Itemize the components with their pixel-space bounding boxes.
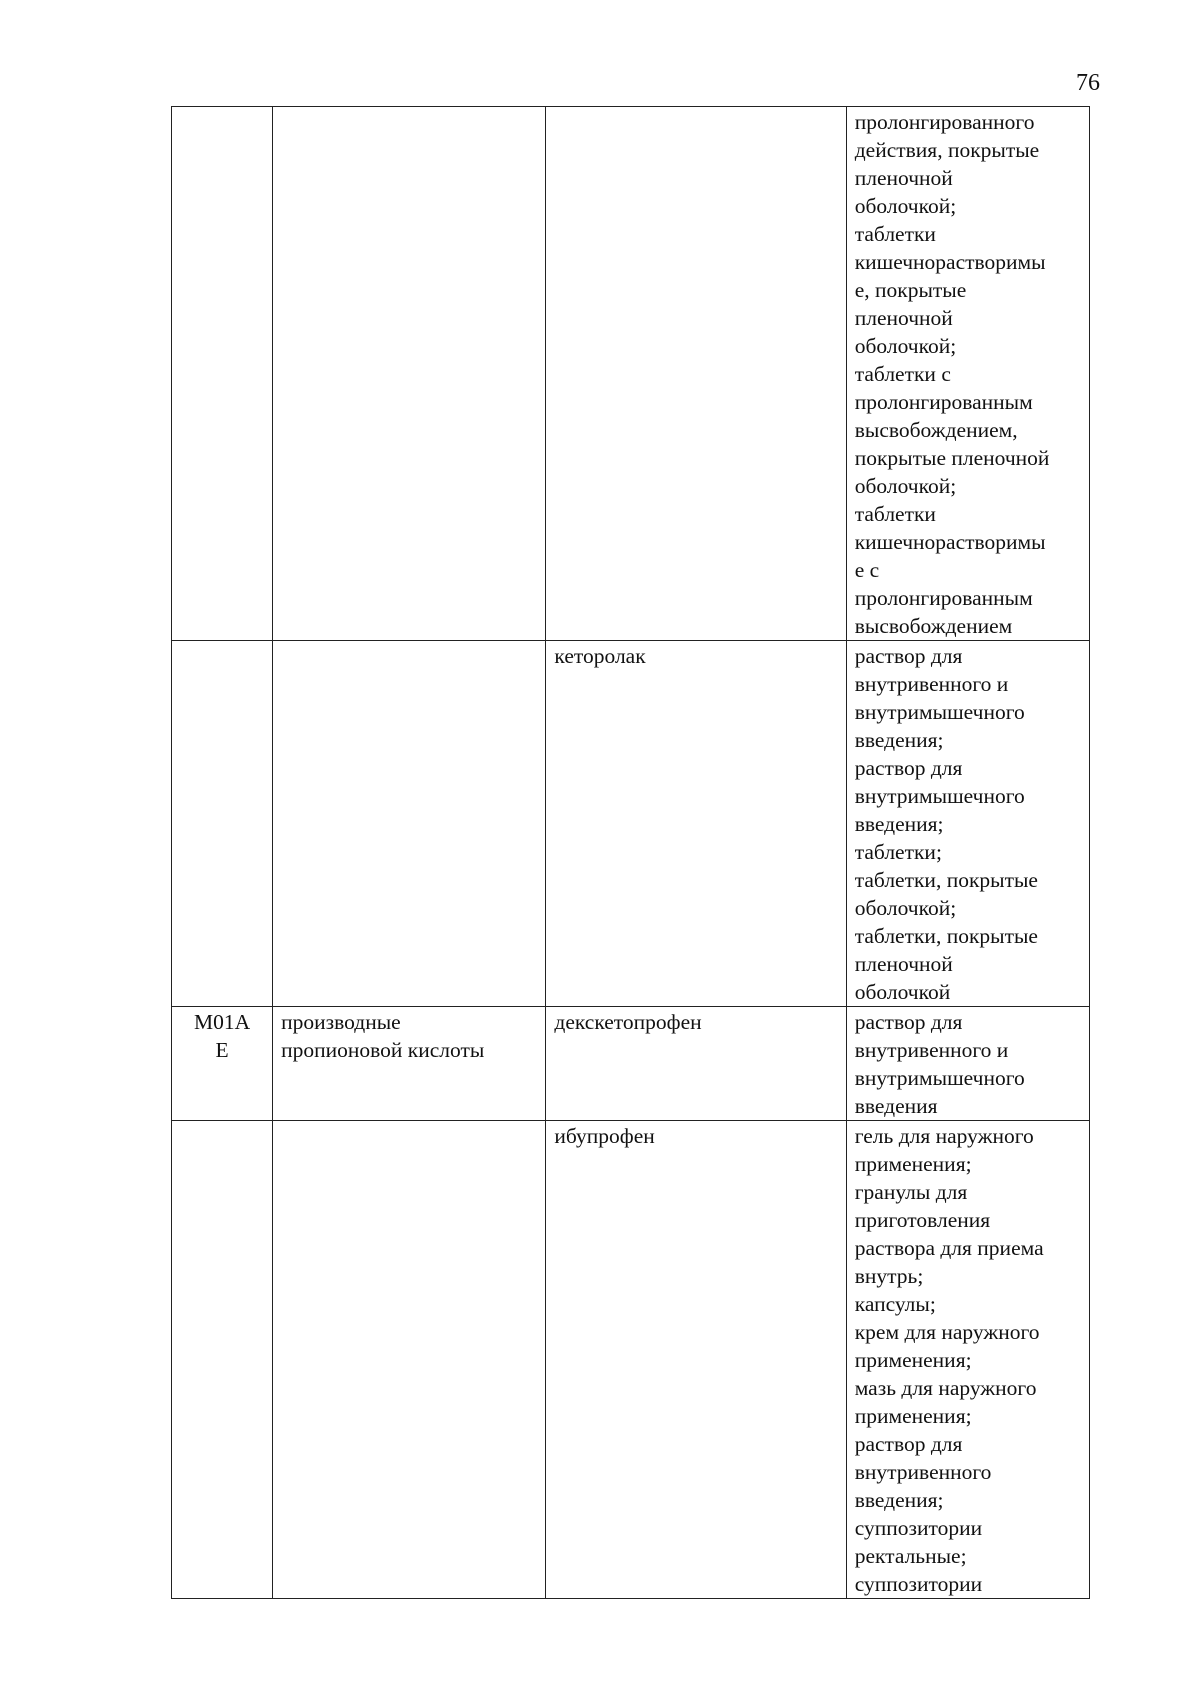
dosage-form-cell-line: внутривенного и <box>854 1038 1009 1062</box>
dosage-form-cell-line: высвобождением, <box>854 418 1018 442</box>
dosage-form-cell-line: оболочкой <box>854 980 951 1004</box>
drug-table-body <box>172 107 1090 1599</box>
dosage-form-cell-line: внутримышечного <box>854 784 1025 808</box>
dosage-form-cell-line: пленочной <box>854 166 953 190</box>
dosage-form-cell-line: гель для наружного <box>854 1124 1034 1148</box>
dosage-form-cell-line: кишечнорастворимы <box>854 250 1046 274</box>
atc-code-cell-line: M01A <box>193 1010 251 1034</box>
dosage-form-cell-line: таблетки, покрытые <box>854 924 1038 948</box>
dosage-form-cell-line: таблетки с <box>854 362 951 386</box>
dosage-form-cell-line: пленочной <box>854 306 953 330</box>
atc-code-cell-line: E <box>215 1038 229 1062</box>
dosage-form-cell-line: е, покрытые <box>854 278 967 302</box>
dosage-form-cell-line: введения; <box>854 1488 944 1512</box>
atc-code-cell <box>172 107 273 641</box>
dosage-form-cell-line: мазь для наружного <box>854 1376 1037 1400</box>
table-row <box>172 641 1090 1007</box>
dosage-form-cell-line: применения; <box>854 1152 972 1176</box>
dosage-form-cell-line: применения; <box>854 1404 972 1428</box>
dosage-form-cell-line: внутримышечного <box>854 1066 1025 1090</box>
page-number: 76 <box>1076 70 1100 96</box>
dosage-form-cell-line: раствор для <box>854 1010 963 1034</box>
dosage-form-cell-line: раствор для <box>854 644 963 668</box>
dosage-form-cell-line: высвобождением <box>854 614 1013 638</box>
dosage-form-cell-line: гранулы для <box>854 1180 968 1204</box>
dosage-form-cell-line: крем для наружного <box>854 1320 1040 1344</box>
dosage-form-cell-line: пролонгированным <box>854 586 1033 610</box>
dosage-form-cell-line: раствора для приема <box>854 1236 1044 1260</box>
dosage-form-cell-line: покрытые пленочной <box>854 446 1050 470</box>
dosage-form-cell <box>846 107 1089 641</box>
dosage-form-cell-line: таблетки <box>854 222 936 246</box>
dosage-form-cell-line: приготовления <box>854 1208 991 1232</box>
group-name-cell <box>273 107 546 641</box>
drug-name-cell: ибупрофен <box>546 1121 846 1599</box>
table-row <box>172 1121 1090 1599</box>
dosage-form-cell-line: пролонгированного <box>854 110 1035 134</box>
dosage-form-cell-line: таблетки; <box>854 840 942 864</box>
group-name-cell <box>273 1121 546 1599</box>
dosage-form-cell-line: введения; <box>854 812 944 836</box>
dosage-form-cell-line: оболочкой; <box>854 474 957 498</box>
atc-code-cell <box>172 1007 273 1121</box>
dosage-form-cell-line: раствор для <box>854 756 963 780</box>
dosage-form-cell-line: суппозитории <box>854 1572 983 1596</box>
drug-name-cell: кеторолак <box>546 641 846 1007</box>
dosage-form-cell-line: введения; <box>854 728 944 752</box>
table-row <box>172 107 1090 641</box>
dosage-form-cell-line: оболочкой; <box>854 194 957 218</box>
dosage-form-cell <box>846 1007 1089 1121</box>
dosage-form-cell-line: введения <box>854 1094 938 1118</box>
table-row <box>172 1007 1090 1121</box>
dosage-form-cell-line: ректальные; <box>854 1544 967 1568</box>
dosage-form-cell-line: применения; <box>854 1348 972 1372</box>
dosage-form-cell-line: таблетки <box>854 502 936 526</box>
drug-table <box>171 106 1090 1599</box>
dosage-form-cell-line: оболочкой; <box>854 334 957 358</box>
dosage-form-cell-line: е с <box>854 558 880 582</box>
dosage-form-cell-line: кишечнорастворимы <box>854 530 1046 554</box>
dosage-form-cell-line: внутримышечного <box>854 700 1025 724</box>
dosage-form-cell-line: таблетки, покрытые <box>854 868 1038 892</box>
dosage-form-cell-line: суппозитории <box>854 1516 983 1540</box>
group-name-cell-line: производные <box>281 1010 401 1034</box>
atc-code-cell <box>172 641 273 1007</box>
dosage-form-cell-line: оболочкой; <box>854 896 957 920</box>
group-name-cell-line: пропионовой кислоты <box>281 1038 485 1062</box>
dosage-form-cell <box>846 1121 1089 1599</box>
dosage-form-cell-line: пленочной <box>854 952 953 976</box>
drug-name-cell <box>546 107 846 641</box>
drug-name-cell: декскетопрофен <box>546 1007 846 1121</box>
group-name-cell <box>273 1007 546 1121</box>
dosage-form-cell-line: раствор для <box>854 1432 963 1456</box>
atc-code-cell <box>172 1121 273 1599</box>
dosage-form-cell-line: пролонгированным <box>854 390 1033 414</box>
dosage-form-cell-line: действия, покрытые <box>854 138 1040 162</box>
dosage-form-cell-line: внутривенного <box>854 1460 992 1484</box>
dosage-form-cell <box>846 641 1089 1007</box>
dosage-form-cell-line: внутривенного и <box>854 672 1009 696</box>
dosage-form-cell-line: внутрь; <box>854 1264 924 1288</box>
dosage-form-cell-line: капсулы; <box>854 1292 936 1316</box>
group-name-cell <box>273 641 546 1007</box>
